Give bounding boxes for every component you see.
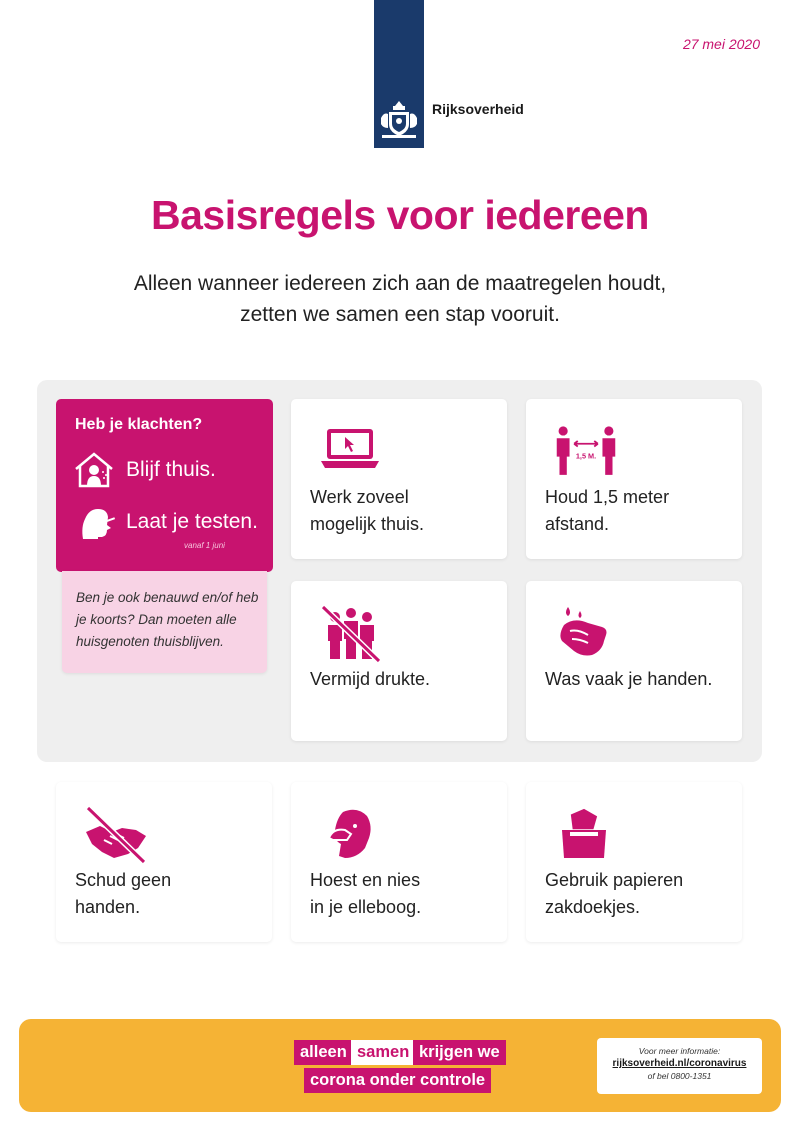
rule-card-tissues	[526, 782, 742, 942]
crowd-icon	[319, 605, 383, 663]
crest-icon	[378, 98, 420, 140]
swab-test-icon	[73, 503, 115, 541]
household-info-card	[62, 571, 267, 673]
page-subtitle	[0, 268, 800, 330]
no-handshake-icon	[84, 806, 148, 864]
rule-label: Schud geen handen.	[75, 870, 172, 917]
info-box	[597, 1038, 762, 1094]
wash-hands-icon	[554, 605, 618, 663]
distance-icon-label: 1,5 M.	[575, 451, 597, 461]
subtitle-line-2: zetten we samen een stap vooruit.	[240, 303, 560, 326]
complaints-card	[56, 399, 273, 572]
get-tested-text: Laat je testen.	[126, 510, 258, 533]
logo-text: Rijksoverheid	[432, 101, 524, 117]
subtitle-line-1: Alleen wanneer iedereen zich aan de maatregelen houdt,	[133, 272, 667, 295]
cough-elbow-icon	[319, 806, 383, 864]
complaints-title: Heb je klachten?	[75, 416, 203, 433]
rule-card-no-handshake	[56, 782, 272, 942]
rule-card-work-home	[291, 399, 507, 559]
stay-home-icon	[73, 451, 115, 489]
rule-card-wash-hands	[526, 581, 742, 741]
slogan-word-samen: samen	[351, 1040, 415, 1065]
testing-date-note: vanaf 1 juni	[184, 541, 225, 550]
page-title: Basisregels voor iedereen	[151, 192, 649, 238]
laptop-icon	[319, 423, 383, 481]
info-label: Voor meer informatie:	[638, 1046, 721, 1056]
info-phone: of bel 0800-1351	[647, 1071, 712, 1081]
document-date: 27 mei 2020	[682, 36, 760, 52]
rule-label: Was vaak je handen.	[545, 669, 713, 689]
info-link[interactable]: rijksoverheid.nl/coronavirus	[612, 1058, 747, 1069]
rule-card-cough-elbow	[291, 782, 507, 942]
rule-card-crowds	[291, 581, 507, 741]
rule-card-distance	[526, 399, 742, 559]
tissue-icon	[554, 806, 618, 864]
rule-label: Hoest en nies in je elleboog.	[310, 870, 422, 917]
household-info-text: Ben je ook benauwd en/of heb je koorts? Dan moeten alle huisgenoten thuisblijven.	[76, 590, 259, 649]
rule-label: Vermijd drukte.	[310, 669, 431, 689]
rule-label: Werk zoveel mogelijk thuis.	[310, 487, 425, 534]
rule-label: Houd 1,5 meter afstand.	[545, 487, 670, 534]
slogan-word-alleen: alleen	[294, 1040, 353, 1065]
distance-icon	[554, 423, 618, 481]
slogan-line-2: corona onder controle	[304, 1068, 491, 1093]
stay-home-text: Blijf thuis.	[126, 458, 216, 481]
rule-label: Gebruik papieren zakdoekjes.	[545, 870, 684, 917]
slogan-word-krijgen-we: krijgen we	[413, 1040, 506, 1065]
